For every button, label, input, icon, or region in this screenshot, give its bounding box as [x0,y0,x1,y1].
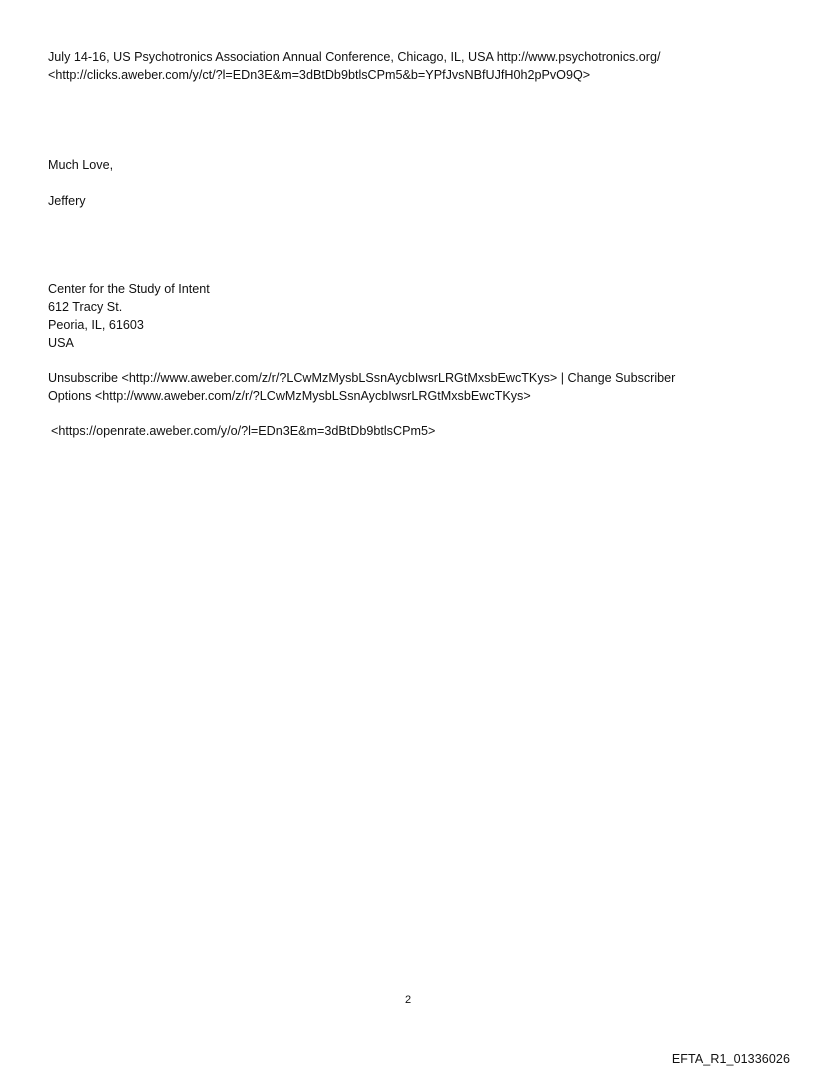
signature-name: Jeffery [48,194,86,208]
organization-name: Center for the Study of Intent [48,282,210,296]
salutation: Much Love, [48,158,114,172]
unsubscribe-link[interactable]: Unsubscribe <http://www.aweber.com/z/r/?LCwMzMysbLSsnAycbIwsrLRGtMxsbEwcTKys> | Change Subscriber [48,371,676,385]
change-subscriber-options-link[interactable]: Options <http://www.aweber.com/z/r/?LCwMzMysbLSsnAycbIwsrLRGtMxsbEwcTKys> [48,389,531,403]
event-line: July 14-16, US Psychotronics Association Annual Conference, Chicago, IL, USA http://www.psychotronics.org/ [48,50,661,64]
document-body [48,48,778,440]
organization-country: USA [48,336,74,350]
openrate-block [48,422,778,440]
event-announcement [48,48,778,84]
organization-street: 612 Tracy St. [48,300,123,314]
page-number: 2 [404,994,412,1006]
subscription-options [48,369,778,405]
closing-block [48,156,778,210]
organization-address [48,280,778,352]
organization-city: Peoria, IL, 61603 [48,318,144,332]
event-tracking-link[interactable]: <http://clicks.aweber.com/y/ct/?l=EDn3E&m=3dBtDb9btlsCPm5&b=YPfJvsNBfUJfH0h2pPvO9Q> [48,68,591,82]
openrate-link[interactable]: <https://openrate.aweber.com/y/o/?l=EDn3E&m=3dBtDb9btlsCPm5> [51,424,436,438]
document-id: EFTA_R1_01336026 [671,1052,790,1066]
